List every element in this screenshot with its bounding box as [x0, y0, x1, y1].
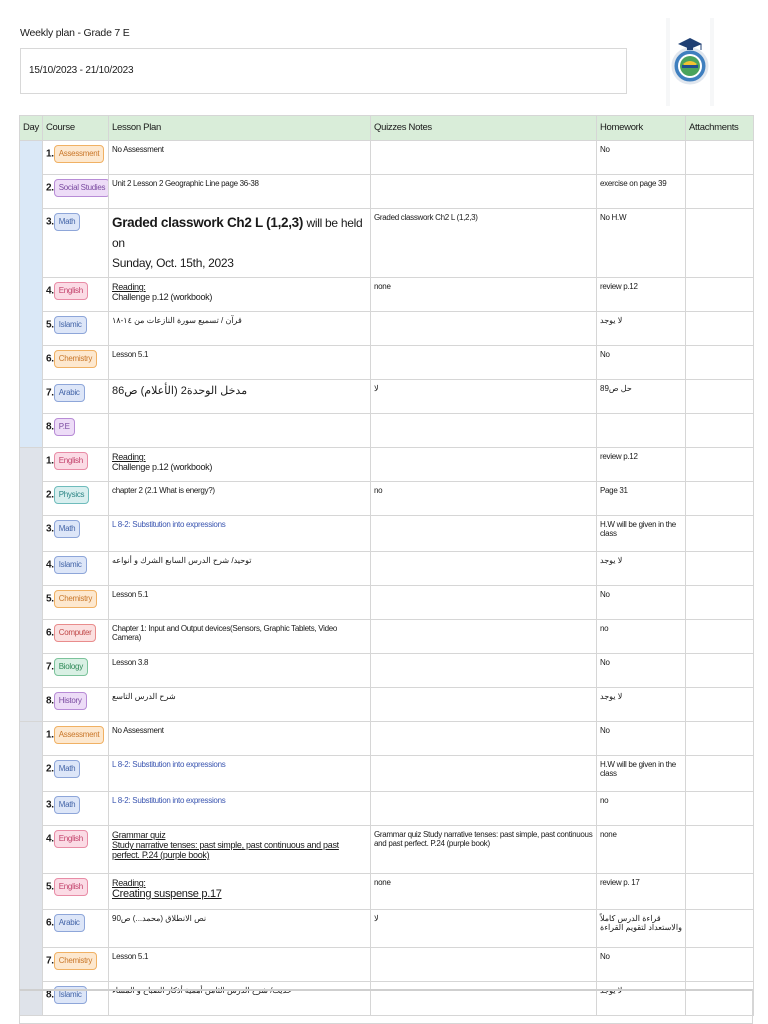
lesson-text: Grammar quiz [112, 830, 166, 840]
quiz-cell [371, 175, 597, 209]
table-row [20, 448, 754, 482]
course-badge[interactable]: English [54, 452, 88, 470]
course-badge[interactable]: Islamic [54, 316, 87, 334]
quiz-cell [371, 688, 597, 722]
row-number: 4. [46, 559, 54, 571]
quiz-cell [371, 620, 597, 654]
attachments-cell [686, 448, 754, 482]
course-badge[interactable]: P.E [54, 418, 75, 436]
row-number: 2. [46, 489, 54, 501]
lesson-cell [109, 278, 371, 312]
course-badge[interactable]: Math [54, 213, 81, 231]
table-row [20, 586, 754, 620]
lesson-cell: شرح الدرس التاسع [109, 688, 371, 722]
quiz-cell [371, 792, 597, 826]
row-number: 1. [46, 148, 54, 160]
col-course: Course [43, 116, 109, 141]
attachments-cell [686, 141, 754, 175]
quiz-cell [371, 948, 597, 982]
table-row [20, 516, 754, 552]
table-row [20, 482, 754, 516]
day-monday [20, 448, 43, 722]
school-logo [666, 18, 714, 106]
table-row [20, 175, 754, 209]
quiz-cell: none [371, 874, 597, 910]
quiz-cell [371, 654, 597, 688]
lesson-cell: قرآن / تسميع سورة النازعات من ١٤-١٨ [109, 312, 371, 346]
homework-cell: H.W will be given in the class [597, 516, 686, 552]
attachments-cell [686, 552, 754, 586]
homework-cell: لا يوجد [597, 982, 686, 1016]
homework-cell: Page 31 [597, 482, 686, 516]
attachments-cell [686, 688, 754, 722]
row-number: 6. [46, 627, 54, 639]
course-badge[interactable]: Islamic [54, 556, 87, 574]
quiz-cell [371, 346, 597, 380]
table-row [20, 552, 754, 586]
quiz-cell [371, 414, 597, 448]
table-row [20, 278, 754, 312]
lesson-text: Study narrative tenses: past simple, past continuous and past perfect. P.24 (purple book) [112, 840, 339, 860]
row-number: 2. [46, 182, 54, 194]
course-badge[interactable]: English [54, 830, 88, 848]
table-row [20, 722, 754, 756]
date-range-box [20, 48, 627, 94]
date-range: 15/10/2023 - 21/10/2023 [29, 65, 134, 76]
lesson-cell: No Assessment [109, 722, 371, 756]
quiz-cell: لا [371, 910, 597, 948]
row-number: 5. [46, 593, 54, 605]
row-number: 7. [46, 955, 54, 967]
table-header-row [20, 116, 754, 141]
row-number: 3. [46, 799, 54, 811]
row-number: 8. [46, 989, 54, 1001]
row-number: 3. [46, 216, 54, 228]
lesson-cell: chapter 2 (2.1 What is energy?) [109, 482, 371, 516]
row-number: 8. [46, 695, 54, 707]
homework-cell: No [597, 722, 686, 756]
course-badge[interactable]: Islamic [54, 986, 87, 1004]
lesson-cell [109, 874, 371, 910]
homework-cell: No H.W [597, 209, 686, 278]
attachments-cell [686, 278, 754, 312]
homework-cell: review p. 17 [597, 874, 686, 910]
row-number: 8. [46, 421, 54, 433]
homework-cell: no [597, 792, 686, 826]
course-badge[interactable]: Arabic [54, 914, 85, 932]
course-badge[interactable]: Chemistry [54, 350, 97, 368]
lesson-cell: No Assessment [109, 141, 371, 175]
table-row [20, 380, 754, 414]
homework-cell: No [597, 141, 686, 175]
homework-cell: No [597, 586, 686, 620]
col-day: Day [20, 116, 43, 141]
lesson-cell: حديث/ شرح الدرس الثامن أهمية أذكار الصباح و المساء [109, 982, 371, 1016]
lesson-cell: مدخل الوحدة2 (الأعلام) ص86 [109, 380, 371, 414]
homework-cell: exercise on page 39 [597, 175, 686, 209]
row-number: 6. [46, 353, 54, 365]
lesson-text: Reading: [112, 878, 146, 888]
col-homework: Homework [597, 116, 686, 141]
lesson-cell: Lesson 5.1 [109, 586, 371, 620]
table-row [20, 209, 754, 278]
quiz-cell: Graded classwork Ch2 L (1,2,3) [371, 209, 597, 278]
row-number: 1. [46, 455, 54, 467]
attachments-cell [686, 620, 754, 654]
lesson-text: Challenge p.12 (workbook) [112, 292, 213, 302]
course-badge[interactable]: Chemistry [54, 952, 97, 970]
quiz-cell: none [371, 278, 597, 312]
course-badge[interactable]: History [54, 692, 87, 710]
course-badge[interactable]: Arabic [54, 384, 85, 402]
table-row [20, 792, 754, 826]
table-row [20, 141, 754, 175]
homework-cell: قراءة الدرس كاملاً والاستعداد لتقويم القراءة [597, 910, 686, 948]
day-sunday [20, 141, 43, 448]
lesson-text: Graded classwork Ch2 L (1,2,3) [112, 215, 304, 230]
course-badge[interactable]: Math [54, 520, 81, 538]
row-number: 4. [46, 833, 54, 845]
attachments-cell [686, 910, 754, 948]
lesson-cell [109, 448, 371, 482]
attachments-cell [686, 948, 754, 982]
row-number: 3. [46, 523, 54, 535]
homework-cell: none [597, 826, 686, 874]
quiz-cell: no [371, 482, 597, 516]
quiz-cell [371, 516, 597, 552]
course-badge[interactable]: Computer [54, 624, 97, 642]
lesson-cell: Chapter 1: Input and Output devices(Sensors, Graphic Tablets, Video Camera) [109, 620, 371, 654]
quiz-cell [371, 722, 597, 756]
lesson-cell: Unit 2 Lesson 2 Geographic Line page 36-38 [109, 175, 371, 209]
lesson-cell: Lesson 5.1 [109, 346, 371, 380]
course-badge[interactable]: Physics [54, 486, 89, 504]
table-row [20, 346, 754, 380]
row-number: 1. [46, 729, 54, 741]
row-number: 2. [46, 763, 54, 775]
lesson-text: will be held on [112, 216, 363, 250]
table-row [20, 414, 754, 448]
day-tuesday [20, 722, 43, 1016]
quiz-cell [371, 312, 597, 346]
quiz-cell: لا [371, 380, 597, 414]
row-number: 5. [46, 881, 54, 893]
lesson-cell: L 8-2: Substitution into expressions [109, 792, 371, 826]
attachments-cell [686, 654, 754, 688]
lesson-cell: نص الانطلاق (محمد...) ص90 [109, 910, 371, 948]
attachments-cell [686, 312, 754, 346]
table-continuation [19, 989, 753, 1024]
lesson-cell: L 8-2: Substitution into expressions [109, 516, 371, 552]
lesson-text: Reading: [112, 282, 146, 292]
quiz-cell [371, 756, 597, 792]
col-lesson-plan: Lesson Plan [109, 116, 371, 141]
homework-cell: لا يوجد [597, 688, 686, 722]
lesson-text: Challenge p.12 (workbook) [112, 462, 213, 472]
homework-cell: H.W will be given in the class [597, 756, 686, 792]
lesson-cell [109, 209, 371, 278]
homework-cell: review p.12 [597, 448, 686, 482]
attachments-cell [686, 586, 754, 620]
attachments-cell [686, 482, 754, 516]
course-badge[interactable]: English [54, 878, 88, 896]
homework-cell: review p.12 [597, 278, 686, 312]
lesson-text: Creating suspense p.17 [112, 888, 222, 900]
attachments-cell [686, 722, 754, 756]
homework-cell: no [597, 620, 686, 654]
col-attachments: Attachments [686, 116, 754, 141]
lesson-text: Reading: [112, 452, 146, 462]
homework-cell: No [597, 346, 686, 380]
attachments-cell [686, 756, 754, 792]
quiz-cell: Grammar quiz Study narrative tenses: past simple, past continuous and past perfect. P.24 (purple book) [371, 826, 597, 874]
table-row [20, 910, 754, 948]
row-number: 7. [46, 661, 54, 673]
course-badge[interactable]: Chemistry [54, 590, 97, 608]
course-badge[interactable]: Assessment [54, 145, 105, 163]
quiz-cell [371, 586, 597, 620]
table-row [20, 948, 754, 982]
lesson-cell [109, 414, 371, 448]
table-row [20, 654, 754, 688]
lesson-cell: Lesson 3.8 [109, 654, 371, 688]
table-row [20, 688, 754, 722]
attachments-cell [686, 874, 754, 910]
row-number: 4. [46, 285, 54, 297]
quiz-cell [371, 448, 597, 482]
attachments-cell [686, 516, 754, 552]
course-badge[interactable]: Assessment [54, 726, 105, 744]
table-row [20, 620, 754, 654]
homework-cell [597, 414, 686, 448]
homework-cell: لا يوجد [597, 552, 686, 586]
quiz-cell [371, 141, 597, 175]
course-badge[interactable]: Math [54, 796, 81, 814]
row-number: 6. [46, 917, 54, 929]
attachments-cell [686, 380, 754, 414]
col-quizzes-notes: Quizzes Notes [371, 116, 597, 141]
lesson-cell: توحيد/ شرح الدرس السابع الشرك و أنواعه [109, 552, 371, 586]
table-row [20, 312, 754, 346]
table-row [20, 826, 754, 874]
row-number: 7. [46, 387, 54, 399]
attachments-cell [686, 175, 754, 209]
row-number: 5. [46, 319, 54, 331]
lesson-cell [109, 826, 371, 874]
course-badge[interactable]: Math [54, 760, 81, 778]
quiz-cell [371, 552, 597, 586]
table-row [20, 874, 754, 910]
homework-cell: لا يوجد [597, 312, 686, 346]
attachments-cell [686, 414, 754, 448]
attachments-cell [686, 826, 754, 874]
attachments-cell [686, 209, 754, 278]
table-row [20, 756, 754, 792]
homework-cell: No [597, 948, 686, 982]
weekly-plan-table [19, 115, 754, 1016]
lesson-text: Sunday, Oct. 15th, 2023 [112, 256, 234, 270]
page-title: Weekly plan - Grade 7 E [20, 27, 130, 39]
course-badge[interactable]: Biology [54, 658, 88, 676]
course-badge[interactable]: English [54, 282, 88, 300]
homework-cell: حل ص89 [597, 380, 686, 414]
lesson-cell: L 8-2: Substitution into expressions [109, 756, 371, 792]
homework-cell: No [597, 654, 686, 688]
course-badge[interactable]: Social Studies [54, 179, 109, 197]
attachments-cell [686, 792, 754, 826]
attachments-cell [686, 346, 754, 380]
lesson-cell: Lesson 5.1 [109, 948, 371, 982]
